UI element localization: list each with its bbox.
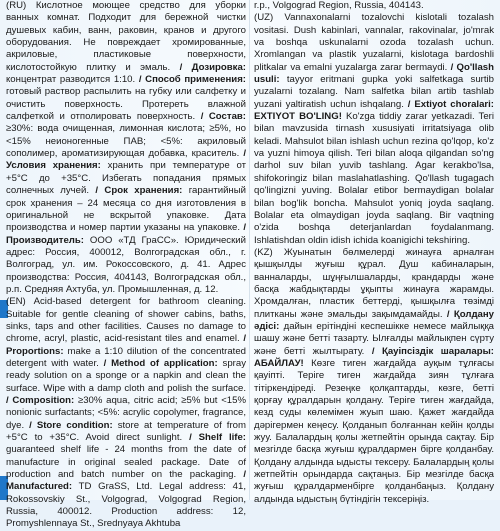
ru-composition-heading: / Состав: (200, 111, 246, 123)
en-shelf-heading: / Shelf life: (189, 432, 246, 444)
uz-caution-text: Ko'zga tiddiy zarar yetkazadi. Teri bilan mavzusida tirnash xususiyati irritatsiyaga olib keladi. Mahsulot bilan ishlash uchun rezina qo'lqop, ko'z va yuzni himoya qilish. Teri bilan aloqa qilgandan so'ng darhol suv bilan yuvib tashlang. Agar kerakbo'lsa, shifokoringiz bilan maslahatlashing. Qo'llash tugagach qo'lingizni yuving. Bolalar etibor bermaydigan bolalar bilan bog'lik boncha. Mahsulot yoniq joyda saqlang. Bolalar eta olmaydigan joyda saqlang. Bir vaqtning o'zida boshqa deterjanlardan foydalanmang. Ishlatishdan oldin idish ichida koanigichi tekshiring. (254, 111, 494, 246)
en-manufactured-heading: / Manufactured: (6, 469, 247, 493)
en-intro: (EN) Acid-based detergent for bathroom cleaning. Suitable for gentle cleaning of shower cabins, baths, sinks, taps and other facilities. Causes no damage to chrome, acryl, plastic, acid-resistant tiles and enamel. (6, 296, 246, 345)
ru-storage-heading: / Условия хранения: (6, 148, 246, 172)
uz-paragraph (254, 12, 494, 247)
uz-intro: (UZ) Vannaxonalarni tozalovchi kislotali tozalash vositasi. Dush kabinlari, vannalar, rakovinalar, jo'mrak va boshqa uskunalarni ozoda tozalash uchun. Xromlangan va plastik yuzalarni, kislotaga bardoshli plitkalar va emalni yuzalarga zarar bermaydi. (254, 12, 494, 73)
right-text-column (254, 0, 494, 506)
uz-method-heading: / Qo'llash usuli: (254, 61, 494, 86)
en-proportions-heading: / Proportions: (6, 333, 246, 357)
kz-intro: (KZ) Жуынатын бөлмелерді жинауға арналған қышқылды жуғыш құрал. Душ кабиналарын, ванналарды, шұңғылшаларды, крандарды және басқа жабдықтарды ұқыпты жинауға жарамды. Хромдалған, пластик беттерді, қышқылға төзімді плитканы және эмальды зақымдамайды. (254, 246, 494, 320)
kz-safety-heading: / Қауіпсіздік шаралары: АБАЙЛАУ! (254, 345, 494, 369)
kz-storage-text: Балалардың қолы жетпейтін орындарда сақтаңыз. Бір мезгілде басқа жуғыш құралдарменбірге қолданбаңыз. Қолдану алдында ыдыстың бүтіндігін тексеріңіз. (254, 456, 494, 505)
kz-paragraph (254, 247, 494, 506)
left-text-column (6, 0, 246, 531)
en-address-continuation: r.p., Volgograd Region, Russia, 404143. (254, 0, 424, 11)
en-method-text: spray ready solution on a sponge or a napkin and clean the surface. Wipe with a damp cloth and polish the surface. (6, 357, 246, 394)
column-divider (249, 0, 250, 500)
ru-shelf-heading: / Срок хранения: (95, 185, 183, 197)
kz-safety-text: Көзге тиген жағдайда ауқым тұлғасы қауіпті. Теріге тиген жағдайда зиян тұлғаға тітіркендіреді. Резеңке қолқаптарды, көзге, бетті қорғау құралдарын қолдану. Теріге тиген жағдайда, кезд суды көлемімен жуып шаю. Қажет жағдайда дәрігермен кеңесу. Қолданып болғаннан кейін қолды жуу. Балалардың қолы жетпейтін орында сақтау. Бір мезгілде басқа жуғыш құралдармен бірге қолданбау. Қолдану алдында ыдысты тексеру. (254, 357, 494, 468)
kz-method-text: дайын ерітіндіні кеспешікке немесе майлыққа шашу және бетті тазарту. Ылғалды майлықпен сүрту және бетті жылтырату. (254, 320, 494, 357)
uz-method-text: tayyor eritmani gupka yoki salfetkaga surtib yuzalarni tozalang. Nam salfetka bilan artib tashlab yuzani yaltiratish uchun ishqalang. (254, 74, 494, 110)
en-shelf-text: guaranteed shelf life - 24 months from the date of manufacture in original sealed package. Date of production and batch number on the packaging. (6, 444, 246, 481)
ru-dosage-heading: / Дозировка: (179, 61, 246, 73)
uz-caution-heading: / Extiyot choralari: EXTIYOT BO'LING! (254, 98, 494, 123)
en-proportions-text: make a 1:10 dilution of the concentrated detergent with water. (6, 345, 246, 369)
ru-manufacturer-heading: / Производитель: (6, 222, 246, 246)
en-paragraph (6, 296, 246, 531)
en-composition-heading: / Composition: (6, 395, 75, 406)
ru-composition-text: ≥30%: вода очищенная, лимонная кислота; ≥5%, но <15% неионогенные ПАВ; <5%: акриловый сополимер, ароматизирующая добавка, краситель. (6, 123, 246, 160)
ru-method-heading: / Способ применения: (138, 74, 246, 86)
ru-intro: (RU) Кислотное моющее средство для уборки ванных комнат. Подходит для бережной чистки душевых кабин, ванн, раковин, кранов и другого оборудования. Не повреждает хромированные, акриловые, пластиковые поверхности, кислотостойкую плитку и эмаль. (6, 0, 246, 73)
ru-dosage-text: концентрат разводится 1:10. (6, 74, 136, 86)
ru-manufacturer-text: ООО «ТД ГраСС». Юридический адрес: Россия, 400012, Волгоградская обл., г. Волгоград, ул. им. Рокоссовского, д. 41. Адрес производства: Россия, 404143, Волгоградская обл., р.п. Средняя Ахтуба, ул. Промышленная, д. 12. (6, 234, 246, 295)
ru-shelf-text: гарантийный срок хранения – 24 месяца со дня изготовления в оригинальной не вскрытой упаковке. Дата производства и номер партии указаны на упаковке. (6, 185, 246, 234)
en-manufactured-text: TD GraSS, Ltd. Legal address: 41, Rokossovskiy St., Volgograd, Volgograd Region, Russia, 400012. Production address: 12, Promyshlennaya St., Srednyaya Akhtuba (6, 481, 246, 530)
ru-method-text: готовый раствор распылить на губку или салфетку и очистить поверхность. Протереть влажной салфеткой и отполировать поверхность. (6, 86, 246, 123)
ru-storage-text: хранить при температуре от +5°С до +35°С. Избегать попадания прямых солнечных лучей. (6, 160, 246, 197)
en-method-heading: / Method of application: (103, 357, 218, 369)
en-store-heading: / Store condition: (29, 419, 113, 431)
kz-method-heading: / Қолдану әдісі: (254, 308, 495, 332)
en-store-text: store at temperature of from +5°C to +35°C. Avoid direct sunlight. (6, 419, 246, 444)
ru-en-paragraph (6, 0, 246, 296)
en-composition-text: ≥30% aqua, citric acid; ≥5% but <15% nonionic surfactants; <5%: acrylic copolymer, fragrance, dye. (6, 395, 247, 431)
